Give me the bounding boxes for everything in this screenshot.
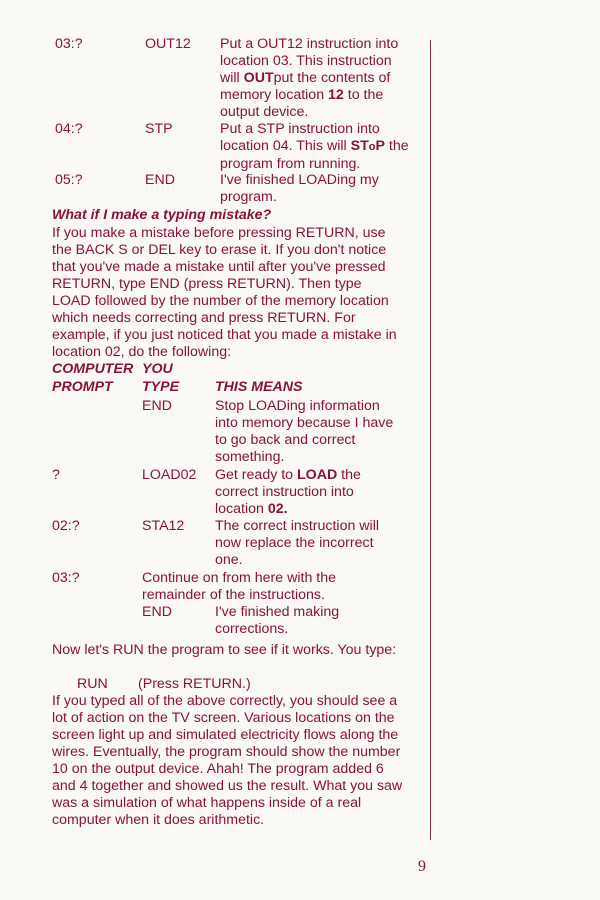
addr-05: 05:? [55, 172, 83, 188]
result-paragraph: If you typed all of the above correctly, you should see a lot of action on the TV screen. Various locations on the screen light up and simulated electricity flows along the wires. Eventually, the program should show the number 10 on the output device. Ahah! The program added 6 and 4 together and showed us the result. What you saw was a simulation of what happens inside of a real computer when it does arithmetic. [52, 693, 403, 828]
page-number: 9 [418, 858, 426, 875]
row1-type: END [142, 398, 172, 414]
header-you: YOU [142, 361, 173, 377]
row5-type: END [142, 604, 172, 620]
cmd-stp: STP [145, 121, 173, 137]
desc-end: I've finished LOADing my program. [220, 172, 379, 205]
row2-type: LOAD02 [142, 467, 197, 483]
cmd-out12: OUT12 [145, 36, 191, 52]
addr-03: 03:? [55, 36, 83, 52]
run-command: RUN [77, 676, 108, 692]
row4-continue: Continue on from here with the remainder of the instructions. [142, 570, 337, 603]
cmd-end: END [145, 172, 175, 188]
row3-prompt: 02:? [52, 518, 80, 534]
margin-rule [430, 40, 431, 840]
mistake-paragraph: If you make a mistake before pressing RETURN, use the BACK S or DEL key to erase it. If you don't notice that you've made a mistake until after you've pressed RETURN, type END (press RETURN). Then type LOAD followed by the number of the memory location which needs correcting and press RETURN. For example, if you just noticed that you made a mistake in location 02, do the following: [52, 225, 397, 360]
run-note: (Press RETURN.) [138, 676, 251, 692]
desc-stp: Put a STP instruction into location 04. This will SToP the program from running. [220, 121, 409, 172]
addr-04: 04:? [55, 121, 83, 137]
header-means: THIS MEANS [215, 379, 303, 395]
row5-means: I've finished making corrections. [215, 604, 340, 637]
row3-means: The correct instruction will now replace the incorrect one. [215, 518, 379, 568]
run-intro: Now let's RUN the program to see if it works. You type: [52, 642, 397, 658]
header-computer: COMPUTER [52, 361, 134, 377]
row2-means: Get ready to LOAD the correct instruction into location 02. [215, 467, 361, 517]
header-type: TYPE [142, 379, 180, 395]
header-prompt: PROMPT [52, 379, 113, 395]
row3-type: STA12 [142, 518, 185, 534]
row1-means: Stop LOADing information into memory because I have to go back and correct something. [215, 398, 394, 465]
row4-prompt: 03:? [52, 570, 80, 586]
row2-prompt: ? [52, 467, 60, 483]
desc-out12: Put a OUT12 instruction into location 03. This instruction will OUTput the contents of memory location 12 to the output device. [220, 36, 399, 120]
section-heading: What if I make a typing mistake? [52, 207, 272, 223]
